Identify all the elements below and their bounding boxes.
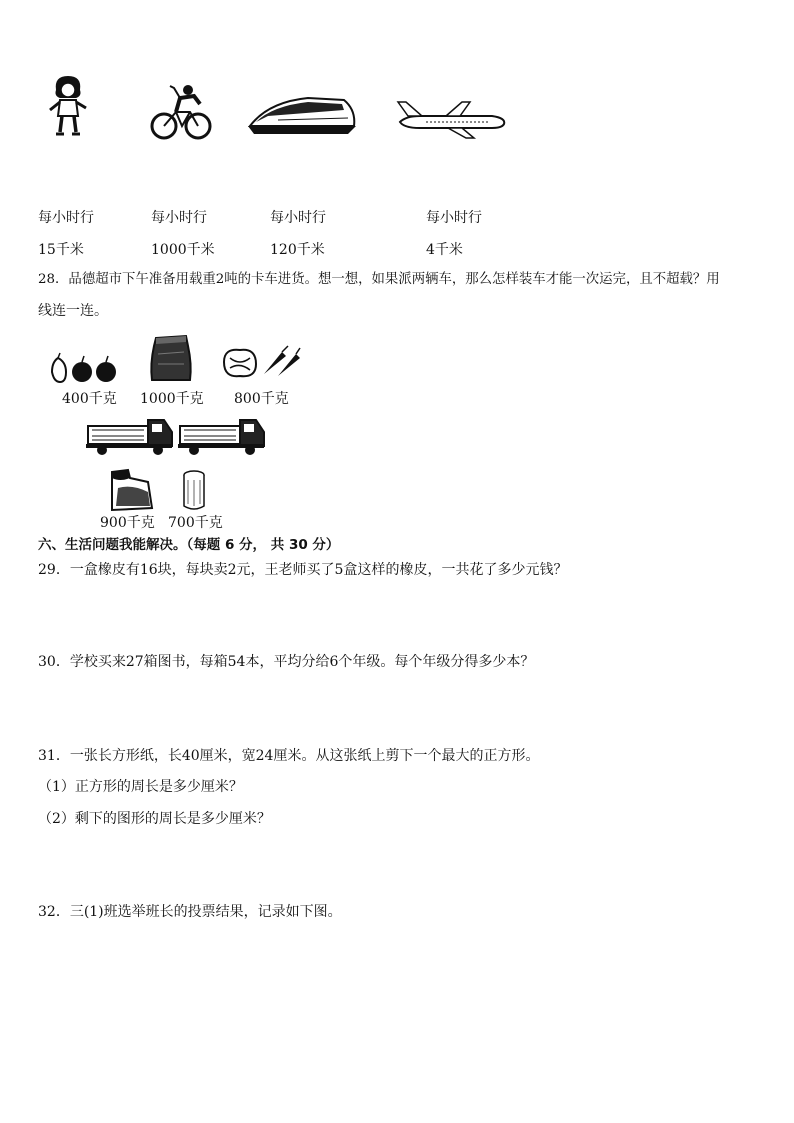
barrel-icon [182,470,206,512]
question-31: 31．一张长方形纸，长40厘米，宽24厘米。从这张纸上剪下一个最大的正方形。 [38,748,540,764]
cyclist-icon [150,82,212,142]
speed-value-2: 1000千米 [151,242,215,258]
question-32: 32．三(1)班选举班长的投票结果，记录如下图。 [38,904,342,920]
speed-label-4: 每小时行 [426,210,482,226]
weight-bag: 900千克 [100,515,155,531]
speed-label-3: 每小时行 [270,210,326,226]
child-icon [46,74,90,138]
section-6-title: 六、生活问题我能解决。（每题 6 分， 共 30 分） [38,537,340,553]
weight-barrel: 700千克 [168,515,223,531]
question-29: 29．一盒橡皮有16块，每块卖2元，王老师买了5盒这样的橡皮，一共花了多少元钱？ [38,562,568,578]
speed-value-4: 4千米 [426,242,463,258]
speed-value-3: 120千米 [270,242,325,258]
sack-icon [150,334,192,382]
question-30: 30．学校买来27箱图书，每箱54本，平均分给6个年级。每个年级分得多少本？ [38,654,535,670]
question-31-sub1: （1）正方形的周长是多少厘米？ [38,779,243,795]
weight-fruit: 400千克 [62,391,117,407]
bag-icon [108,468,154,512]
fruit-icon [48,352,120,384]
question-28-line1: 28．品德超市下午准备用载重2吨的卡车进货。想一想，如果派两辆车，那么怎样装车才能一次运完，且不超载？用 [38,272,720,287]
speed-value-1: 15千米 [38,242,84,258]
airplane-icon [396,100,508,140]
question-28-line2: 线连一连。 [38,303,108,319]
weight-vegetable: 800千克 [234,391,289,407]
speed-label-1: 每小时行 [38,210,94,226]
truck-icon-2 [178,416,266,456]
train-icon [248,96,358,140]
speed-label-2: 每小时行 [151,210,207,226]
weight-sack: 1000千克 [140,391,204,407]
vegetable-icon [220,344,302,380]
truck-icon [86,416,174,456]
question-31-sub2: （2）剩下的图形的周长是多少厘米？ [38,811,271,827]
